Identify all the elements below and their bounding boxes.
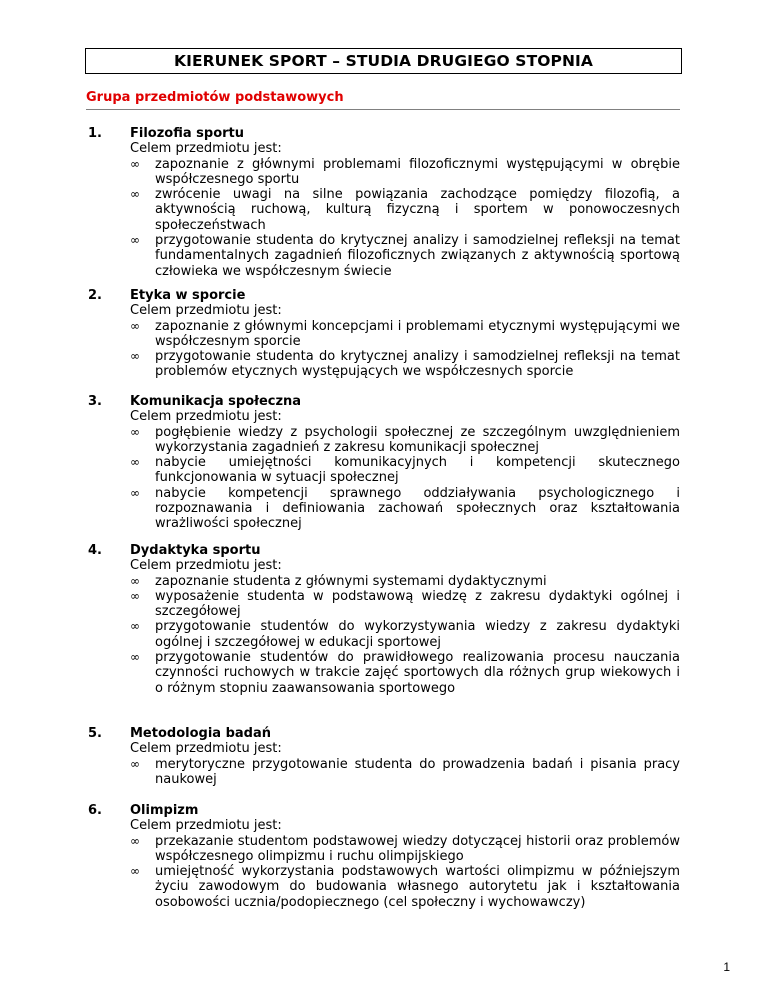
course-title: Filozofia sportu xyxy=(130,126,245,141)
objective-text: pogłębienie wiedzy z psychologii społecznej ze szczególnym uwzględnieniem wykorzystania zagadnień z zakresu komunikacji społecznej xyxy=(155,424,680,455)
objective-list xyxy=(130,757,680,788)
course-intro: Celem przedmiotu jest: xyxy=(130,409,282,425)
course-number: 4. xyxy=(88,543,102,558)
objective-text: zapoznanie z głównymi koncepcjami i problemami etycznymi występującymi we współczesnym sporcie xyxy=(155,318,680,349)
objective-list xyxy=(130,834,680,910)
course-title: Etyka w sporcie xyxy=(130,288,246,303)
infinity-bullet-icon: ∞ xyxy=(130,864,140,879)
page-number: 1 xyxy=(723,960,730,974)
list-item xyxy=(130,757,680,788)
list-item xyxy=(130,619,680,650)
infinity-bullet-icon: ∞ xyxy=(130,588,140,603)
course-item-2 xyxy=(86,288,680,380)
infinity-bullet-icon: ∞ xyxy=(130,349,140,364)
objective-text: zwrócenie uwagi na silne powiązania zachodzące pomiędzy filozofią, a aktywnością ruchową, kulturą fizyczną i sportem w ponowoczesnych społeczeństwach xyxy=(155,187,680,233)
course-title: Metodologia badań xyxy=(130,726,271,741)
list-item xyxy=(130,834,680,865)
course-title: Komunikacja społeczna xyxy=(130,394,302,409)
objective-text: przygotowanie studentów do prawidłowego realizowania procesu nauczania czynności ruchowych w trakcie zajęć sportowych dla różnych grup wiekowych i o różnym stopniu zaawansowania sportowego xyxy=(155,650,680,696)
course-item-4 xyxy=(86,543,680,696)
objective-text: merytoryczne przygotowanie studenta do prowadzenia badań i pisania pracy naukowej xyxy=(155,756,680,787)
list-item xyxy=(130,486,680,532)
course-intro: Celem przedmiotu jest: xyxy=(130,818,282,834)
course-number: 3. xyxy=(88,394,102,409)
infinity-bullet-icon: ∞ xyxy=(130,233,140,248)
objective-list xyxy=(130,319,680,380)
course-intro: Celem przedmiotu jest: xyxy=(130,558,282,574)
list-item xyxy=(130,187,680,233)
infinity-bullet-icon: ∞ xyxy=(130,573,140,588)
infinity-bullet-icon: ∞ xyxy=(130,424,140,439)
course-item-3 xyxy=(86,394,680,532)
list-item xyxy=(130,574,680,589)
course-number: 6. xyxy=(88,803,102,818)
list-item xyxy=(130,589,680,620)
group-heading: Grupa przedmiotów podstawowych xyxy=(86,90,680,110)
objective-text: umiejętność wykorzystania podstawowych wartości olimpizmu w późniejszym życiu zawodowym do budowania własnego autorytetu jak i kształtowania osobowości ucznia/podopiecznego (cel społeczny i wychowawczy) xyxy=(155,864,680,910)
infinity-bullet-icon: ∞ xyxy=(130,485,140,500)
objective-text: zapoznanie studenta z głównymi systemami dydaktycznymi xyxy=(155,573,547,589)
infinity-bullet-icon: ∞ xyxy=(130,619,140,634)
objective-text: przygotowanie studentów do wykorzystywania wiedzy z zakresu dydaktyki ogólnej i szczegółowej w edukacji sportowej xyxy=(155,619,680,650)
list-item xyxy=(130,319,680,350)
list-item xyxy=(130,455,680,486)
course-title: Dydaktyka sportu xyxy=(130,543,261,558)
course-item-5 xyxy=(86,726,680,787)
infinity-bullet-icon: ∞ xyxy=(130,156,140,171)
course-intro: Celem przedmiotu jest: xyxy=(130,741,282,757)
course-intro: Celem przedmiotu jest: xyxy=(130,141,282,157)
infinity-bullet-icon: ∞ xyxy=(130,833,140,848)
objective-list xyxy=(130,425,680,532)
document-title: KIERUNEK SPORT – STUDIA DRUGIEGO STOPNIA xyxy=(85,48,682,74)
objective-text: nabycie umiejętności komunikacyjnych i kompetencji skutecznego funkcjonowania w sytuacji społecznej xyxy=(155,455,680,486)
course-number: 1. xyxy=(88,126,102,141)
infinity-bullet-icon: ∞ xyxy=(130,455,140,470)
course-number: 2. xyxy=(88,288,102,303)
list-item xyxy=(130,425,680,456)
list-item xyxy=(130,650,680,696)
list-item xyxy=(130,349,680,380)
infinity-bullet-icon: ∞ xyxy=(130,650,140,665)
objective-text: przygotowanie studenta do krytycznej analizy i samodzielnej refleksji na temat problemów etycznych występujących we współczesnych sporcie xyxy=(155,349,680,380)
infinity-bullet-icon: ∞ xyxy=(130,756,140,771)
objective-text: przekazanie studentom podstawowej wiedzy dotyczącej historii oraz problemów współczesnego olimpizmu i ruchu olimpijskiego xyxy=(155,833,680,864)
objective-text: nabycie kompetencji sprawnego oddziaływania psychologicznego i rozpoznawania i definiowania zachowań społecznych oraz kształtowania wrażliwości społecznej xyxy=(155,485,680,532)
objective-text: wyposażenie studenta w podstawową wiedzę z zakresu dydaktyki ogólnej i szczegółowej xyxy=(155,588,680,620)
objective-list xyxy=(130,574,680,696)
objective-list xyxy=(130,157,680,279)
course-number: 5. xyxy=(88,726,102,741)
infinity-bullet-icon: ∞ xyxy=(130,318,140,333)
list-item xyxy=(130,233,680,279)
course-title: Olimpizm xyxy=(130,803,199,818)
course-item-1 xyxy=(86,126,680,279)
course-item-6 xyxy=(86,803,680,910)
objective-text: przygotowanie studenta do krytycznej analizy i samodzielnej refleksji na temat fundamentalnych zagadnień filozoficznych związanych z aktywnością sportową człowieka we współczesnym świecie xyxy=(155,233,680,279)
list-item xyxy=(130,157,680,188)
objective-text: zapoznanie z głównymi problemami filozoficznymi występującymi w obrębie współczesnego sportu xyxy=(155,156,680,187)
course-intro: Celem przedmiotu jest: xyxy=(130,303,282,319)
list-item xyxy=(130,864,680,910)
infinity-bullet-icon: ∞ xyxy=(130,187,140,202)
